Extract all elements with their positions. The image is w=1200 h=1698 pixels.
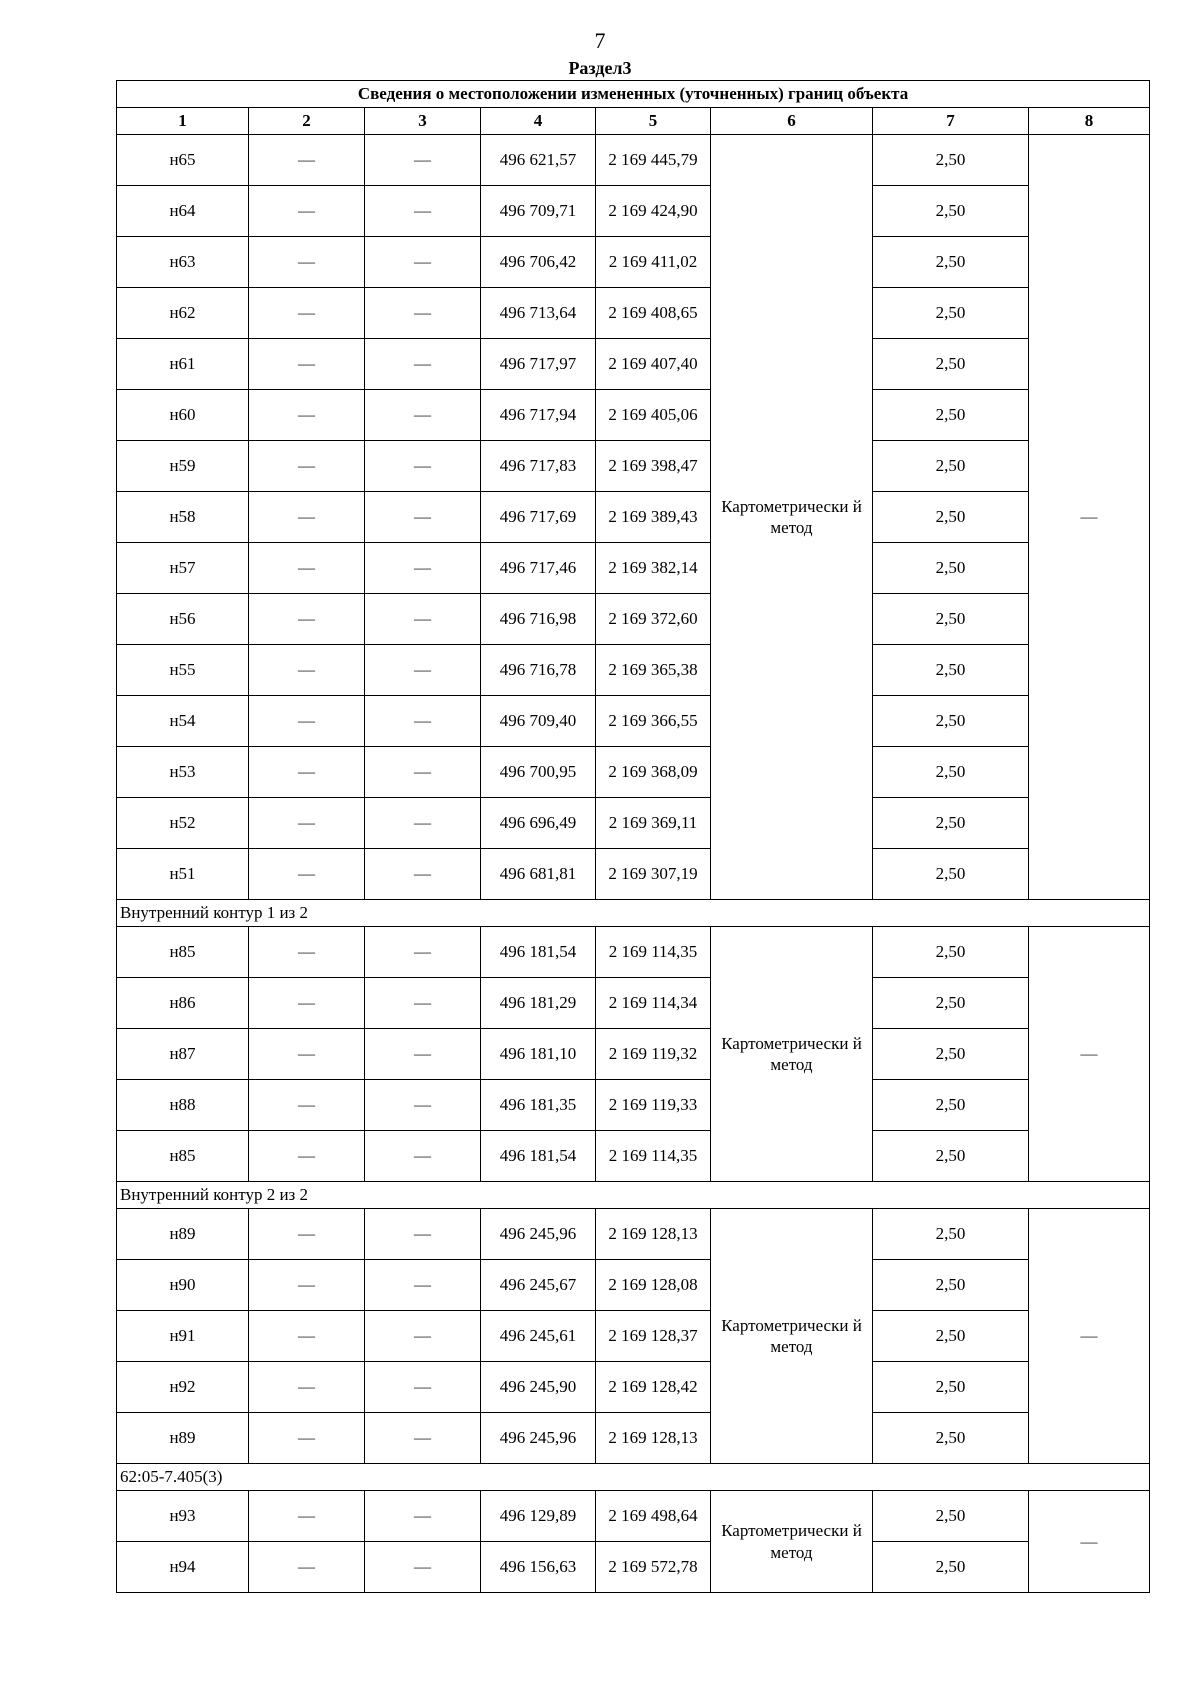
col2-cell: — (249, 339, 365, 390)
x-coordinate-cell: 496 717,97 (481, 339, 596, 390)
col3-cell: — (365, 747, 481, 798)
table-row (117, 849, 1150, 900)
x-coordinate-cell: 496 681,81 (481, 849, 596, 900)
y-coordinate-cell: 2 169 114,35 (596, 1131, 711, 1182)
point-name-cell: н85 (117, 927, 249, 978)
col3-cell: — (365, 594, 481, 645)
col2-cell: — (249, 390, 365, 441)
boundary-coordinates-table (116, 80, 1150, 1593)
col8-cell: — (1029, 135, 1150, 900)
x-coordinate-cell: 496 717,83 (481, 441, 596, 492)
y-coordinate-cell: 2 169 128,13 (596, 1209, 711, 1260)
accuracy-cell: 2,50 (873, 135, 1029, 186)
point-name-cell: н94 (117, 1542, 249, 1593)
col2-cell: — (249, 1029, 365, 1080)
accuracy-cell: 2,50 (873, 696, 1029, 747)
y-coordinate-cell: 2 169 498,64 (596, 1491, 711, 1542)
method-cell: Картометрически й метод (711, 1491, 873, 1593)
x-coordinate-cell: 496 181,54 (481, 927, 596, 978)
y-coordinate-cell: 2 169 368,09 (596, 747, 711, 798)
x-coordinate-cell: 496 245,96 (481, 1209, 596, 1260)
y-coordinate-cell: 2 169 382,14 (596, 543, 711, 594)
y-coordinate-cell: 2 169 114,34 (596, 978, 711, 1029)
col2-cell: — (249, 492, 365, 543)
col3-cell: — (365, 1209, 481, 1260)
col2-cell: — (249, 1080, 365, 1131)
point-name-cell: н89 (117, 1413, 249, 1464)
point-name-cell: н92 (117, 1362, 249, 1413)
contour-label: Внутренний контур 2 из 2 (117, 1182, 1150, 1209)
table-row (117, 696, 1150, 747)
table-row (117, 798, 1150, 849)
col3-cell: — (365, 441, 481, 492)
table-caption-row (117, 81, 1150, 108)
col2-cell: — (249, 594, 365, 645)
point-name-cell: н90 (117, 1260, 249, 1311)
point-name-cell: н52 (117, 798, 249, 849)
col3-cell: — (365, 135, 481, 186)
point-name-cell: н87 (117, 1029, 249, 1080)
col2-cell: — (249, 978, 365, 1029)
col2-cell: — (249, 237, 365, 288)
x-coordinate-cell: 496 156,63 (481, 1542, 596, 1593)
col2-cell: — (249, 1260, 365, 1311)
col2-cell: — (249, 1542, 365, 1593)
point-name-cell: н60 (117, 390, 249, 441)
method-cell: Картометрически й метод (711, 135, 873, 900)
accuracy-cell: 2,50 (873, 849, 1029, 900)
point-name-cell: н91 (117, 1311, 249, 1362)
column-number: 1 (117, 108, 249, 135)
y-coordinate-cell: 2 169 411,02 (596, 237, 711, 288)
y-coordinate-cell: 2 169 408,65 (596, 288, 711, 339)
point-name-cell: н63 (117, 237, 249, 288)
point-name-cell: н93 (117, 1491, 249, 1542)
col3-cell: — (365, 696, 481, 747)
x-coordinate-cell: 496 706,42 (481, 237, 596, 288)
y-coordinate-cell: 2 169 307,19 (596, 849, 711, 900)
col3-cell: — (365, 798, 481, 849)
col3-cell: — (365, 288, 481, 339)
table-row (117, 1131, 1150, 1182)
x-coordinate-cell: 496 621,57 (481, 135, 596, 186)
table-row (117, 1413, 1150, 1464)
accuracy-cell: 2,50 (873, 978, 1029, 1029)
col3-cell: — (365, 1260, 481, 1311)
col2-cell: — (249, 135, 365, 186)
col2-cell: — (249, 1311, 365, 1362)
col3-cell: — (365, 1080, 481, 1131)
accuracy-cell: 2,50 (873, 186, 1029, 237)
contour-label: 62:05-7.405(3) (117, 1464, 1150, 1491)
col3-cell: — (365, 237, 481, 288)
accuracy-cell: 2,50 (873, 1542, 1029, 1593)
table-row (117, 1080, 1150, 1131)
table-row (117, 288, 1150, 339)
table-row (117, 1260, 1150, 1311)
y-coordinate-cell: 2 169 405,06 (596, 390, 711, 441)
table-row (117, 978, 1150, 1029)
col3-cell: — (365, 543, 481, 594)
col3-cell: — (365, 849, 481, 900)
point-name-cell: н86 (117, 978, 249, 1029)
y-coordinate-cell: 2 169 119,33 (596, 1080, 711, 1131)
x-coordinate-cell: 496 181,29 (481, 978, 596, 1029)
point-name-cell: н55 (117, 645, 249, 696)
y-coordinate-cell: 2 169 398,47 (596, 441, 711, 492)
col2-cell: — (249, 798, 365, 849)
column-number: 4 (481, 108, 596, 135)
x-coordinate-cell: 496 181,35 (481, 1080, 596, 1131)
col2-cell: — (249, 186, 365, 237)
x-coordinate-cell: 496 716,98 (481, 594, 596, 645)
accuracy-cell: 2,50 (873, 1491, 1029, 1542)
contour-header-row (117, 900, 1150, 927)
y-coordinate-cell: 2 169 369,11 (596, 798, 711, 849)
y-coordinate-cell: 2 169 128,13 (596, 1413, 711, 1464)
point-name-cell: н89 (117, 1209, 249, 1260)
table-row (117, 543, 1150, 594)
col2-cell: — (249, 1491, 365, 1542)
table-row (117, 747, 1150, 798)
y-coordinate-cell: 2 169 128,08 (596, 1260, 711, 1311)
col3-cell: — (365, 390, 481, 441)
col3-cell: — (365, 1413, 481, 1464)
point-name-cell: н85 (117, 1131, 249, 1182)
x-coordinate-cell: 496 181,10 (481, 1029, 596, 1080)
x-coordinate-cell: 496 709,40 (481, 696, 596, 747)
table-row (117, 492, 1150, 543)
point-name-cell: н56 (117, 594, 249, 645)
point-name-cell: н51 (117, 849, 249, 900)
column-number: 8 (1029, 108, 1150, 135)
y-coordinate-cell: 2 169 407,40 (596, 339, 711, 390)
table-row (117, 237, 1150, 288)
point-name-cell: н64 (117, 186, 249, 237)
x-coordinate-cell: 496 181,54 (481, 1131, 596, 1182)
col2-cell: — (249, 927, 365, 978)
point-name-cell: н54 (117, 696, 249, 747)
col2-cell: — (249, 288, 365, 339)
x-coordinate-cell: 496 696,49 (481, 798, 596, 849)
table-row (117, 1491, 1150, 1542)
column-number-row (117, 108, 1150, 135)
col3-cell: — (365, 1491, 481, 1542)
point-name-cell: н59 (117, 441, 249, 492)
table-row (117, 441, 1150, 492)
col2-cell: — (249, 441, 365, 492)
accuracy-cell: 2,50 (873, 1029, 1029, 1080)
accuracy-cell: 2,50 (873, 1209, 1029, 1260)
col3-cell: — (365, 1029, 481, 1080)
col3-cell: — (365, 1131, 481, 1182)
accuracy-cell: 2,50 (873, 1260, 1029, 1311)
x-coordinate-cell: 496 717,46 (481, 543, 596, 594)
accuracy-cell: 2,50 (873, 237, 1029, 288)
col3-cell: — (365, 1542, 481, 1593)
contour-header-row (117, 1182, 1150, 1209)
table-row (117, 927, 1150, 978)
table-row (117, 1362, 1150, 1413)
accuracy-cell: 2,50 (873, 1362, 1029, 1413)
x-coordinate-cell: 496 245,67 (481, 1260, 596, 1311)
table-row (117, 1029, 1150, 1080)
col2-cell: — (249, 1362, 365, 1413)
column-number: 7 (873, 108, 1029, 135)
y-coordinate-cell: 2 169 366,55 (596, 696, 711, 747)
y-coordinate-cell: 2 169 424,90 (596, 186, 711, 237)
x-coordinate-cell: 496 717,69 (481, 492, 596, 543)
point-name-cell: н53 (117, 747, 249, 798)
x-coordinate-cell: 496 129,89 (481, 1491, 596, 1542)
accuracy-cell: 2,50 (873, 441, 1029, 492)
x-coordinate-cell: 496 709,71 (481, 186, 596, 237)
accuracy-cell: 2,50 (873, 339, 1029, 390)
col8-cell: — (1029, 927, 1150, 1182)
point-name-cell: н62 (117, 288, 249, 339)
point-name-cell: н88 (117, 1080, 249, 1131)
y-coordinate-cell: 2 169 128,42 (596, 1362, 711, 1413)
table-row (117, 390, 1150, 441)
accuracy-cell: 2,50 (873, 798, 1029, 849)
accuracy-cell: 2,50 (873, 492, 1029, 543)
col3-cell: — (365, 339, 481, 390)
col8-cell: — (1029, 1491, 1150, 1593)
table-body (117, 81, 1150, 1593)
col3-cell: — (365, 927, 481, 978)
x-coordinate-cell: 496 245,96 (481, 1413, 596, 1464)
section-title: Раздел3 (568, 58, 632, 78)
accuracy-cell: 2,50 (873, 645, 1029, 696)
y-coordinate-cell: 2 169 445,79 (596, 135, 711, 186)
table-caption: Сведения о местоположении измененных (уточненных) границ объекта (117, 81, 1150, 108)
table-row (117, 135, 1150, 186)
y-coordinate-cell: 2 169 128,37 (596, 1311, 711, 1362)
accuracy-cell: 2,50 (873, 594, 1029, 645)
accuracy-cell: 2,50 (873, 1131, 1029, 1182)
y-coordinate-cell: 2 169 119,32 (596, 1029, 711, 1080)
x-coordinate-cell: 496 717,94 (481, 390, 596, 441)
accuracy-cell: 2,50 (873, 288, 1029, 339)
table-row (117, 186, 1150, 237)
x-coordinate-cell: 496 700,95 (481, 747, 596, 798)
table-row (117, 645, 1150, 696)
x-coordinate-cell: 496 245,90 (481, 1362, 596, 1413)
y-coordinate-cell: 2 169 365,38 (596, 645, 711, 696)
accuracy-cell: 2,50 (873, 1080, 1029, 1131)
col3-cell: — (365, 645, 481, 696)
col2-cell: — (249, 1131, 365, 1182)
col3-cell: — (365, 186, 481, 237)
accuracy-cell: 2,50 (873, 1413, 1029, 1464)
col8-cell: — (1029, 1209, 1150, 1464)
point-name-cell: н61 (117, 339, 249, 390)
point-name-cell: н58 (117, 492, 249, 543)
table-row (117, 594, 1150, 645)
column-number: 5 (596, 108, 711, 135)
y-coordinate-cell: 2 169 372,60 (596, 594, 711, 645)
page-number: 7 (594, 28, 606, 53)
col2-cell: — (249, 747, 365, 798)
point-name-cell: н57 (117, 543, 249, 594)
col3-cell: — (365, 1311, 481, 1362)
col2-cell: — (249, 849, 365, 900)
x-coordinate-cell: 496 245,61 (481, 1311, 596, 1362)
column-number: 3 (365, 108, 481, 135)
x-coordinate-cell: 496 716,78 (481, 645, 596, 696)
contour-header-row (117, 1464, 1150, 1491)
table-row (117, 1542, 1150, 1593)
column-number: 2 (249, 108, 365, 135)
col2-cell: — (249, 645, 365, 696)
accuracy-cell: 2,50 (873, 1311, 1029, 1362)
accuracy-cell: 2,50 (873, 543, 1029, 594)
contour-label: Внутренний контур 1 из 2 (117, 900, 1150, 927)
accuracy-cell: 2,50 (873, 390, 1029, 441)
x-coordinate-cell: 496 713,64 (481, 288, 596, 339)
col3-cell: — (365, 492, 481, 543)
y-coordinate-cell: 2 169 114,35 (596, 927, 711, 978)
point-name-cell: н65 (117, 135, 249, 186)
y-coordinate-cell: 2 169 572,78 (596, 1542, 711, 1593)
column-number: 6 (711, 108, 873, 135)
table-row (117, 1311, 1150, 1362)
table-row (117, 1209, 1150, 1260)
col2-cell: — (249, 1209, 365, 1260)
col3-cell: — (365, 978, 481, 1029)
accuracy-cell: 2,50 (873, 927, 1029, 978)
y-coordinate-cell: 2 169 389,43 (596, 492, 711, 543)
method-cell: Картометрически й метод (711, 927, 873, 1182)
method-cell: Картометрически й метод (711, 1209, 873, 1464)
col3-cell: — (365, 1362, 481, 1413)
table-row (117, 339, 1150, 390)
col2-cell: — (249, 696, 365, 747)
col2-cell: — (249, 543, 365, 594)
col2-cell: — (249, 1413, 365, 1464)
accuracy-cell: 2,50 (873, 747, 1029, 798)
